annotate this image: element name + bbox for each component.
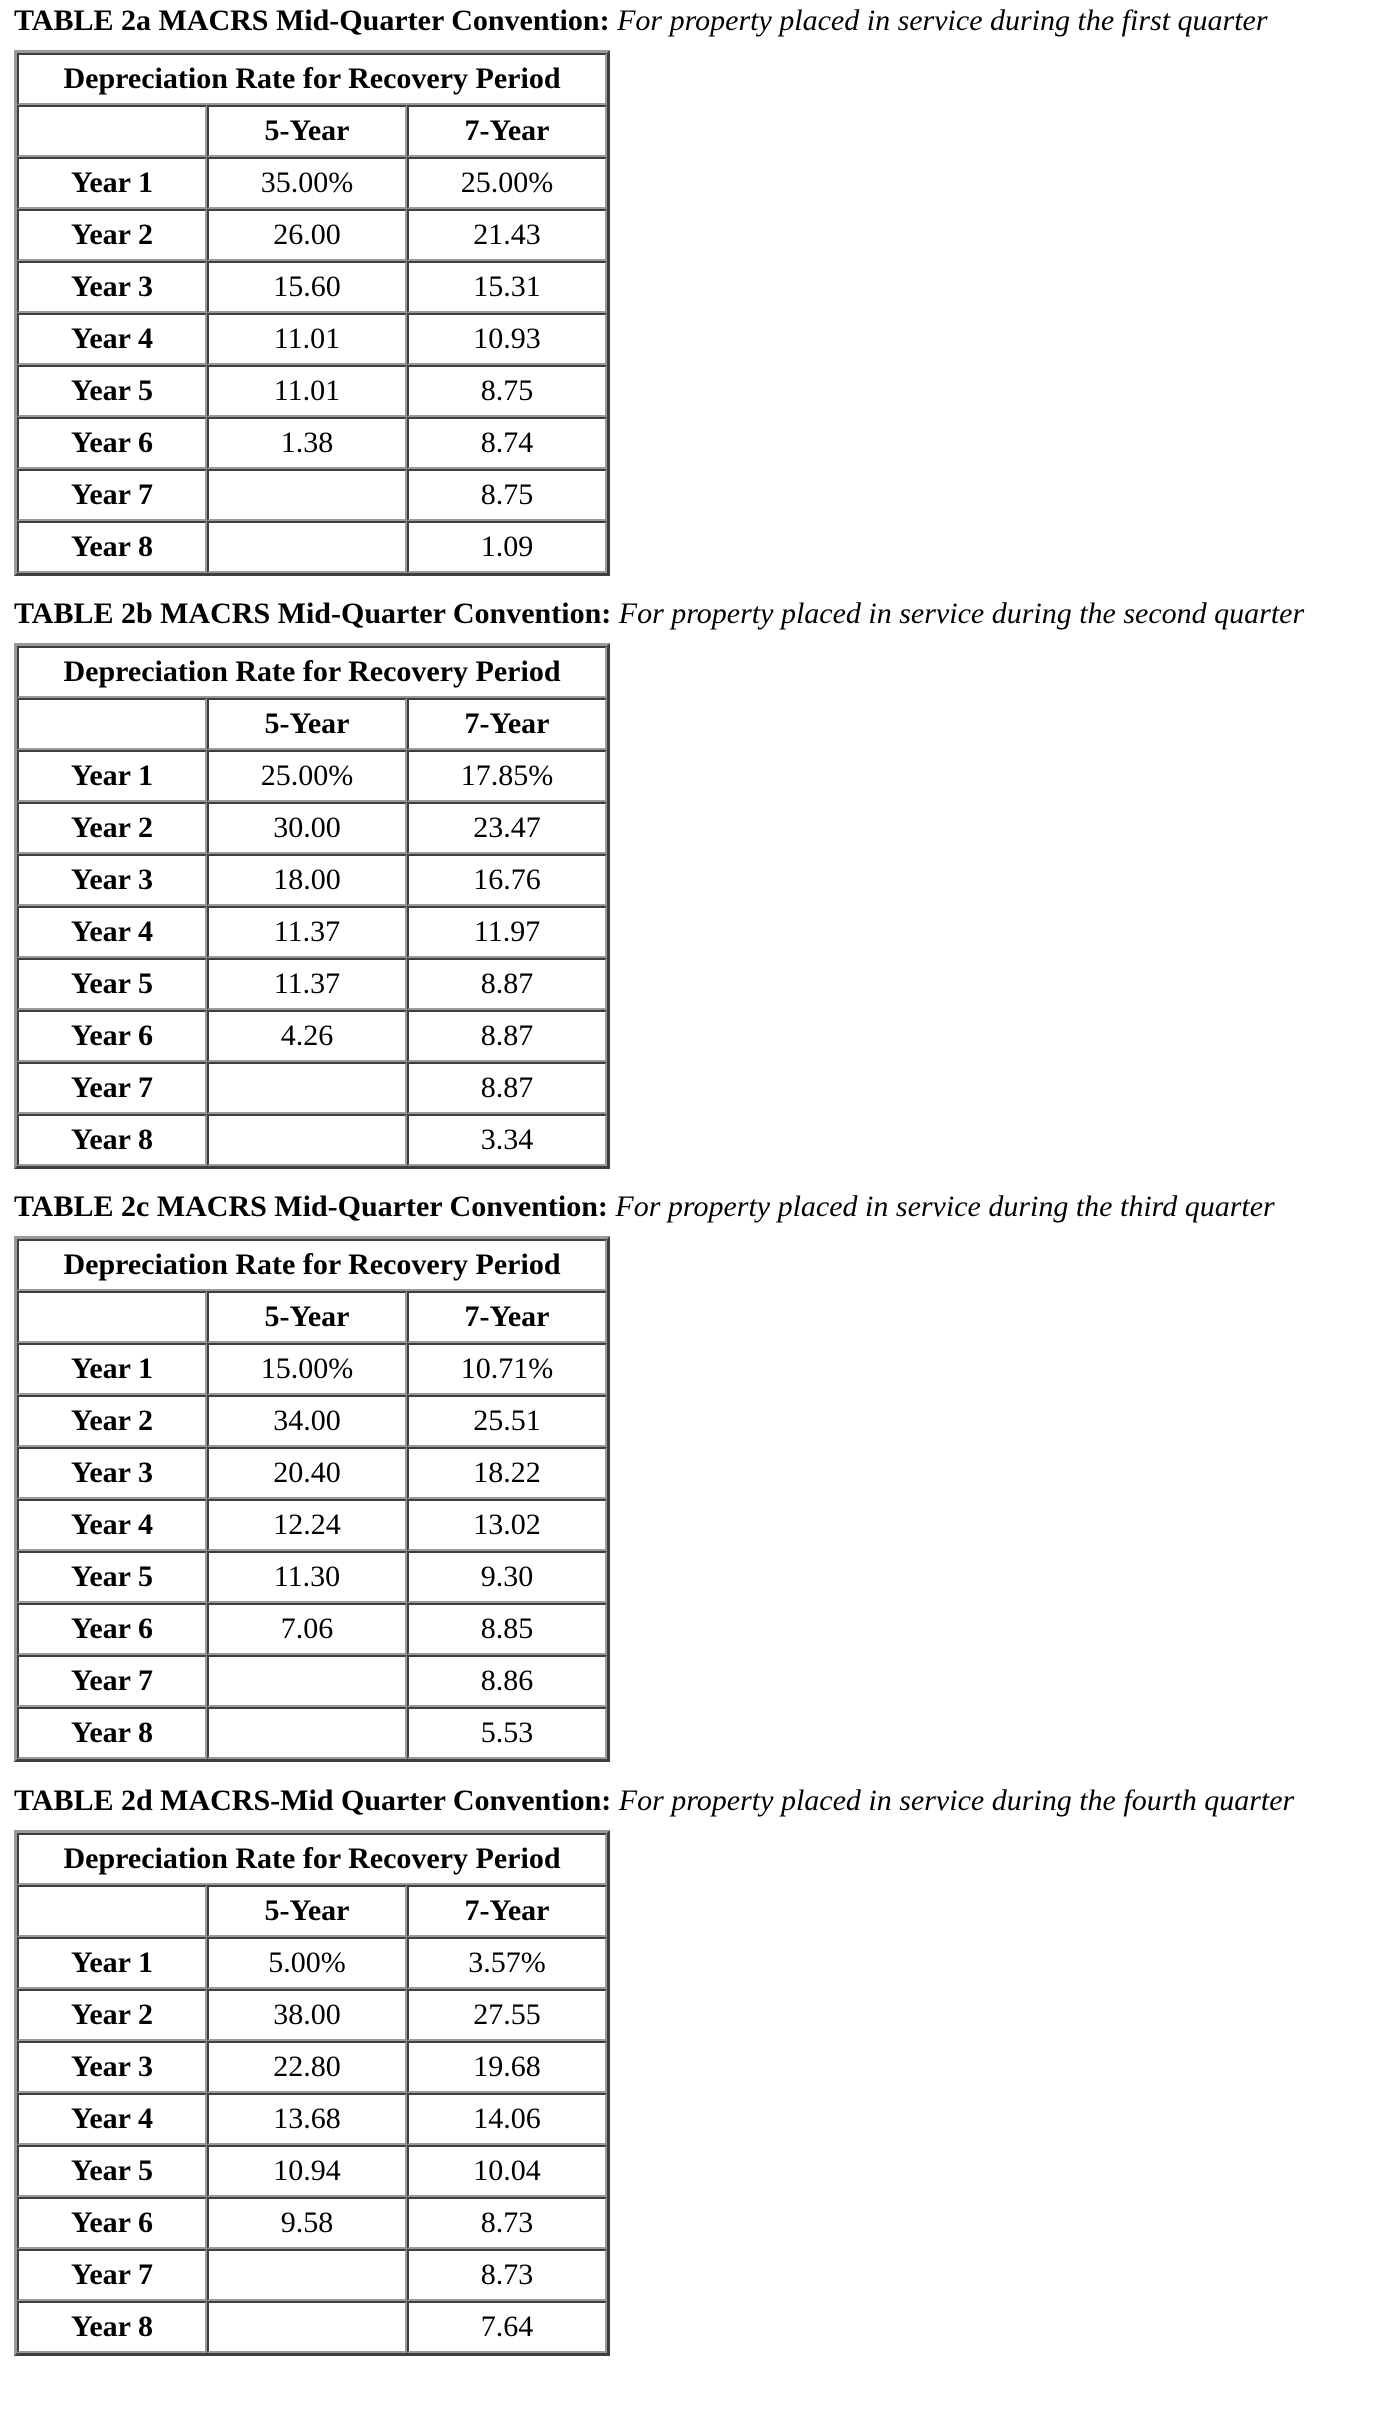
rate-7-year: 16.76: [407, 854, 607, 906]
rate-7-year: 25.51: [407, 1395, 607, 1447]
column-header-7-year: 7-Year: [407, 1885, 607, 1937]
rate-5-year: [207, 1062, 407, 1114]
rate-5-year: 35.00%: [207, 157, 407, 209]
table-title: TABLE 2d MACRS-Mid Quarter Convention:: [14, 1784, 612, 1817]
table-caption: [14, 597, 1384, 631]
year-label: Year 5: [17, 1551, 207, 1603]
rate-7-year: 8.85: [407, 1603, 607, 1655]
year-label: Year 7: [17, 469, 207, 521]
table-header-row: [17, 1833, 607, 1885]
rate-7-year: 8.73: [407, 2197, 607, 2249]
year-label: Year 5: [17, 2145, 207, 2197]
table-title: TABLE 2a MACRS Mid-Quarter Convention:: [14, 4, 610, 37]
rate-7-year: 3.57%: [407, 1937, 607, 1989]
column-header-row: [17, 1291, 607, 1343]
rate-7-year: 13.02: [407, 1499, 607, 1551]
table-title: TABLE 2c MACRS Mid-Quarter Convention:: [14, 1190, 608, 1223]
depreciation-rate-table: [14, 1830, 610, 2356]
table-row: [17, 1062, 607, 1114]
table-caption: [14, 4, 1384, 38]
rate-7-year: 5.53: [407, 1707, 607, 1759]
year-label: Year 4: [17, 906, 207, 958]
table-description: For property placed in service during the first quarter: [617, 4, 1268, 37]
year-label: Year 2: [17, 802, 207, 854]
rate-7-year: 18.22: [407, 1447, 607, 1499]
year-label: Year 3: [17, 854, 207, 906]
rate-5-year: 11.30: [207, 1551, 407, 1603]
table-row: [17, 1655, 607, 1707]
table-header: Depreciation Rate for Recovery Period: [17, 53, 607, 105]
rate-7-year: 10.93: [407, 313, 607, 365]
rate-7-year: 10.71%: [407, 1343, 607, 1395]
year-label: Year 8: [17, 521, 207, 573]
table-row: [17, 313, 607, 365]
rate-5-year: 34.00: [207, 1395, 407, 1447]
rate-7-year: 7.64: [407, 2301, 607, 2353]
year-label: Year 6: [17, 1603, 207, 1655]
rate-7-year: 15.31: [407, 261, 607, 313]
table-row: [17, 209, 607, 261]
rate-7-year: 8.87: [407, 1062, 607, 1114]
year-label: Year 4: [17, 1499, 207, 1551]
table-row: [17, 157, 607, 209]
table-header: Depreciation Rate for Recovery Period: [17, 646, 607, 698]
year-label: Year 8: [17, 2301, 207, 2353]
year-label: Year 3: [17, 1447, 207, 1499]
column-header-7-year: 7-Year: [407, 105, 607, 157]
table-row: [17, 1395, 607, 1447]
rate-5-year: 15.00%: [207, 1343, 407, 1395]
rate-5-year: 30.00: [207, 802, 407, 854]
rate-5-year: 18.00: [207, 854, 407, 906]
column-header-row: [17, 1885, 607, 1937]
rate-5-year: 12.24: [207, 1499, 407, 1551]
rate-5-year: 15.60: [207, 261, 407, 313]
year-label: Year 1: [17, 750, 207, 802]
rate-7-year: 8.87: [407, 1010, 607, 1062]
rate-7-year: 3.34: [407, 1114, 607, 1166]
rate-7-year: 27.55: [407, 1989, 607, 2041]
rate-5-year: 9.58: [207, 2197, 407, 2249]
rate-5-year: 7.06: [207, 1603, 407, 1655]
rate-7-year: 17.85%: [407, 750, 607, 802]
year-label: Year 1: [17, 1937, 207, 1989]
rate-5-year: [207, 2301, 407, 2353]
empty-header-cell: [17, 105, 207, 157]
column-header-row: [17, 698, 607, 750]
column-header-7-year: 7-Year: [407, 698, 607, 750]
rate-5-year: 10.94: [207, 2145, 407, 2197]
table-row: [17, 906, 607, 958]
rate-7-year: 8.86: [407, 1655, 607, 1707]
rate-5-year: [207, 469, 407, 521]
rate-5-year: 11.37: [207, 958, 407, 1010]
table-row: [17, 365, 607, 417]
rate-7-year: 8.87: [407, 958, 607, 1010]
table-row: [17, 521, 607, 573]
table-caption: [14, 1190, 1384, 1224]
table-header-row: [17, 646, 607, 698]
table-header-row: [17, 1239, 607, 1291]
rate-7-year: 8.73: [407, 2249, 607, 2301]
rate-5-year: 25.00%: [207, 750, 407, 802]
rate-5-year: 26.00: [207, 209, 407, 261]
year-label: Year 3: [17, 261, 207, 313]
column-header-5-year: 5-Year: [207, 105, 407, 157]
table-row: [17, 261, 607, 313]
table-section: [14, 597, 1384, 1156]
rate-7-year: 8.74: [407, 417, 607, 469]
table-row: [17, 2197, 607, 2249]
rate-5-year: 11.01: [207, 313, 407, 365]
rate-7-year: 23.47: [407, 802, 607, 854]
rate-5-year: 4.26: [207, 1010, 407, 1062]
rate-5-year: 13.68: [207, 2093, 407, 2145]
column-header-5-year: 5-Year: [207, 1291, 407, 1343]
table-row: [17, 2041, 607, 2093]
table-description: For property placed in service during the third quarter: [615, 1190, 1275, 1223]
year-label: Year 6: [17, 2197, 207, 2249]
table-row: [17, 1603, 607, 1655]
table-caption: [14, 1784, 1384, 1818]
rate-5-year: 20.40: [207, 1447, 407, 1499]
rate-5-year: [207, 2249, 407, 2301]
year-label: Year 5: [17, 958, 207, 1010]
rate-7-year: 8.75: [407, 469, 607, 521]
rate-5-year: [207, 1114, 407, 1166]
rate-7-year: 19.68: [407, 2041, 607, 2093]
table-row: [17, 1937, 607, 1989]
year-label: Year 4: [17, 2093, 207, 2145]
column-header-5-year: 5-Year: [207, 1885, 407, 1937]
column-header-5-year: 5-Year: [207, 698, 407, 750]
year-label: Year 8: [17, 1707, 207, 1759]
year-label: Year 5: [17, 365, 207, 417]
table-row: [17, 1343, 607, 1395]
rate-5-year: 5.00%: [207, 1937, 407, 1989]
year-label: Year 1: [17, 157, 207, 209]
rate-7-year: 8.75: [407, 365, 607, 417]
year-label: Year 2: [17, 1395, 207, 1447]
depreciation-rate-table: [14, 50, 610, 576]
empty-header-cell: [17, 1885, 207, 1937]
table-row: [17, 958, 607, 1010]
table-row: [17, 854, 607, 906]
table-row: [17, 2249, 607, 2301]
rate-7-year: 1.09: [407, 521, 607, 573]
rate-7-year: 9.30: [407, 1551, 607, 1603]
rate-7-year: 21.43: [407, 209, 607, 261]
rate-7-year: 14.06: [407, 2093, 607, 2145]
table-row: [17, 469, 607, 521]
table-section: [14, 1784, 1384, 2343]
table-row: [17, 1114, 607, 1166]
empty-header-cell: [17, 698, 207, 750]
rate-7-year: 10.04: [407, 2145, 607, 2197]
rate-5-year: 38.00: [207, 1989, 407, 2041]
year-label: Year 6: [17, 1010, 207, 1062]
table-row: [17, 417, 607, 469]
year-label: Year 2: [17, 1989, 207, 2041]
table-row: [17, 1447, 607, 1499]
table-row: [17, 1989, 607, 2041]
table-title: TABLE 2b MACRS Mid-Quarter Convention:: [14, 597, 612, 630]
table-section: [14, 4, 1384, 563]
year-label: Year 7: [17, 2249, 207, 2301]
rate-5-year: [207, 1655, 407, 1707]
rate-5-year: [207, 1707, 407, 1759]
table-header: Depreciation Rate for Recovery Period: [17, 1833, 607, 1885]
year-label: Year 1: [17, 1343, 207, 1395]
rate-5-year: 1.38: [207, 417, 407, 469]
year-label: Year 6: [17, 417, 207, 469]
column-header-row: [17, 105, 607, 157]
empty-header-cell: [17, 1291, 207, 1343]
year-label: Year 4: [17, 313, 207, 365]
table-row: [17, 2301, 607, 2353]
depreciation-rate-table: [14, 643, 610, 1169]
table-description: For property placed in service during the second quarter: [618, 597, 1305, 630]
rate-7-year: 25.00%: [407, 157, 607, 209]
table-row: [17, 1010, 607, 1062]
rate-5-year: 11.37: [207, 906, 407, 958]
rate-5-year: 22.80: [207, 2041, 407, 2093]
table-row: [17, 802, 607, 854]
table-row: [17, 1707, 607, 1759]
table-header-row: [17, 53, 607, 105]
table-row: [17, 750, 607, 802]
rate-5-year: 11.01: [207, 365, 407, 417]
table-section: [14, 1190, 1384, 1749]
year-label: Year 8: [17, 1114, 207, 1166]
year-label: Year 7: [17, 1062, 207, 1114]
year-label: Year 7: [17, 1655, 207, 1707]
year-label: Year 2: [17, 209, 207, 261]
table-row: [17, 1499, 607, 1551]
rate-7-year: 11.97: [407, 906, 607, 958]
table-row: [17, 2145, 607, 2197]
table-row: [17, 2093, 607, 2145]
table-row: [17, 1551, 607, 1603]
year-label: Year 3: [17, 2041, 207, 2093]
table-description: For property placed in service during the fourth quarter: [618, 1784, 1295, 1817]
depreciation-rate-table: [14, 1236, 610, 1762]
rate-5-year: [207, 521, 407, 573]
table-header: Depreciation Rate for Recovery Period: [17, 1239, 607, 1291]
column-header-7-year: 7-Year: [407, 1291, 607, 1343]
